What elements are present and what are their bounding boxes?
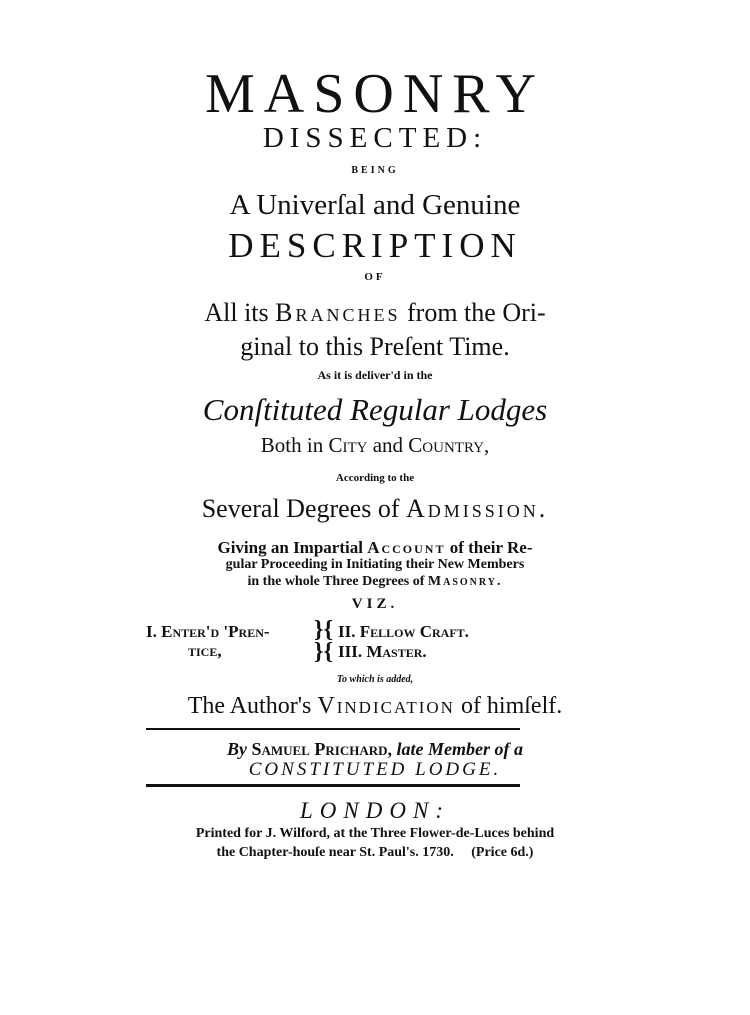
degree-entered-apprentice: I. Enter'd 'Pren- <box>146 622 270 641</box>
added-line: To which is added, <box>336 674 414 685</box>
giving-line-3 <box>0 575 750 589</box>
giving-line-2: gular Proceeding in Initiating their New Members <box>225 557 525 572</box>
constituted-lodge-line: CONSTITUTED LODGE. <box>248 759 502 780</box>
branches-line <box>0 300 750 326</box>
imprint-place: LONDON: <box>300 798 450 823</box>
city-pre: Both in <box>260 433 329 457</box>
city-country-line <box>0 435 750 456</box>
admission-word: Admission. <box>406 494 549 523</box>
giving-line-1 <box>0 539 750 556</box>
branches-pre: All its <box>204 298 276 327</box>
country-word: Country, <box>408 433 490 457</box>
degree-master: III. Master. <box>338 642 427 661</box>
degrees-pre: Several Degrees of <box>201 494 406 523</box>
branches-line-2: ginal to this Preſent Time. <box>240 332 510 361</box>
author-name: Samuel Prichard, <box>251 739 393 759</box>
account-word: Account <box>367 538 446 557</box>
divider-rule <box>146 784 520 787</box>
branches-word: Branches <box>275 298 401 327</box>
of-line: OF <box>364 271 386 283</box>
author-vindication-line <box>0 694 750 718</box>
author-pre: The Author's <box>187 693 318 719</box>
being-line: BEING <box>351 165 399 176</box>
delivered-line: As it is deliver'd in the <box>317 368 433 382</box>
universal-line: A Univerſal and Genuine <box>229 189 521 221</box>
brace-glyph: }{ }{ <box>314 617 333 665</box>
vindication-word: Vindication <box>317 693 455 719</box>
divider-rule <box>146 728 520 730</box>
viz-line: VIZ. <box>351 596 399 612</box>
branches-post: from the Ori- <box>400 298 546 327</box>
author-post: of himſelf. <box>454 693 563 719</box>
by-pre: By <box>227 739 252 759</box>
city-word: City <box>328 433 368 457</box>
imprint-line-1: Printed for J. Wilford, at the Three Flower-de-Luces behind <box>195 826 555 841</box>
according-line: According to the <box>335 472 415 484</box>
giving3-pre: in the whole Three Degrees of <box>247 574 428 589</box>
imprint-line-2: the Chapter-houſe near St. Paul's. 1730. (Price 6d.) <box>216 845 534 860</box>
by-post: late Member of a <box>392 739 523 759</box>
author-byline <box>0 740 750 758</box>
degree-entered-apprentice-cont: tice, <box>188 641 222 660</box>
degrees-line <box>0 496 750 522</box>
book-title: MASONRY <box>205 63 545 125</box>
giving-pre: Giving an Impartial <box>217 538 368 557</box>
degree-fellow-craft: II. Fellow Craft. <box>338 622 469 641</box>
masonry-word: Masonry. <box>427 574 503 589</box>
giving-post: of their Re- <box>445 538 533 557</box>
book-subtitle: DISSECTED: <box>262 122 488 154</box>
constituted-lodges-line: Conſtituted Regular Lodges <box>202 392 548 427</box>
description-heading: DESCRIPTION <box>228 226 522 265</box>
city-mid: and <box>367 433 409 457</box>
